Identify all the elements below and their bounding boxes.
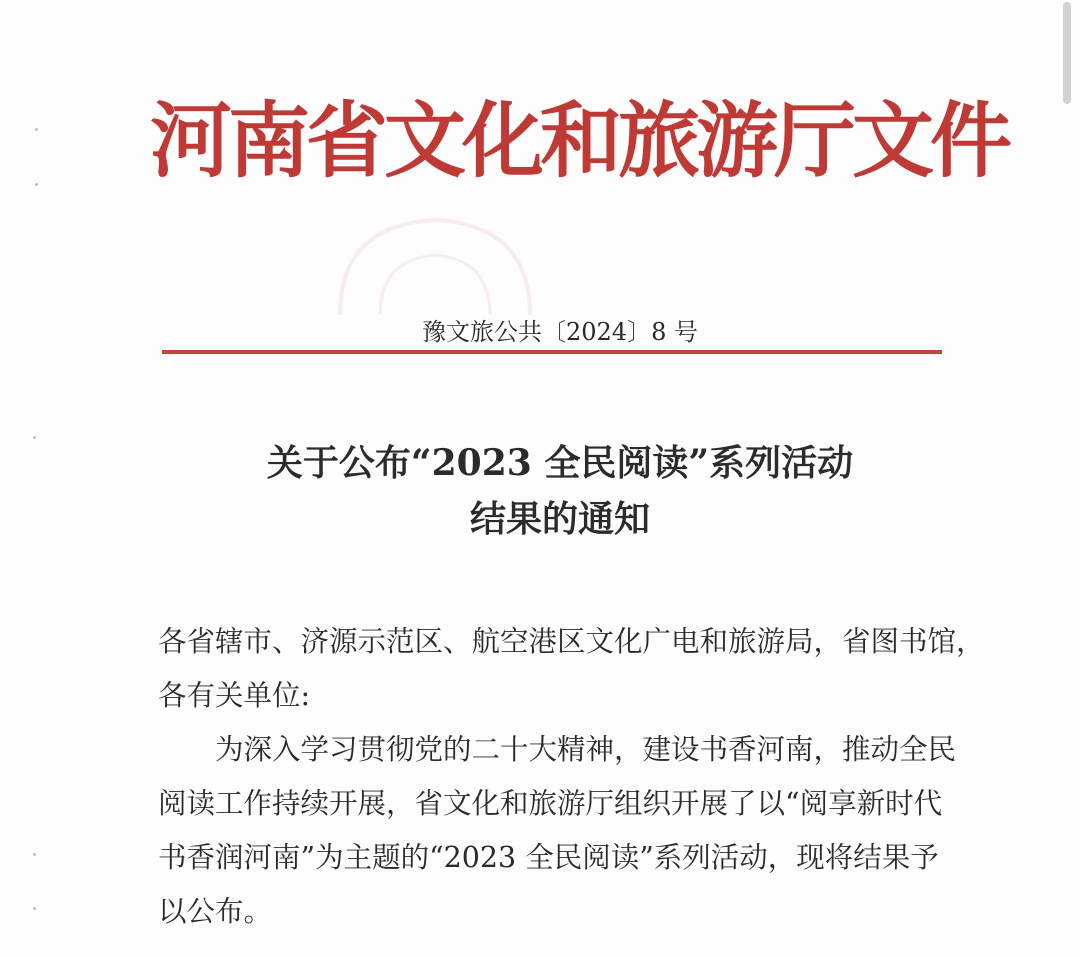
header-divider-line [162, 350, 942, 354]
scan-speck [35, 128, 38, 131]
scan-speck [33, 907, 36, 910]
paragraph-line: 为深入学习贯彻党的二十大精神，建设书香河南，推动全民 [215, 733, 957, 766]
salutation-line: 各省辖市、济源示范区、航空港区文化广电和旅游局，省图书馆， [158, 625, 985, 658]
seal-watermark [320, 205, 550, 325]
paragraph-line: 阅读工作持续开展，省文化和旅游厅组织开展了以“阅享新时代 [158, 787, 943, 820]
scrollbar-thumb[interactable] [1063, 2, 1071, 104]
notice-title-line: 结果的通知 [469, 498, 650, 540]
notice-title [130, 435, 990, 547]
scan-speck [33, 853, 36, 856]
document-number: 豫文旅公共〔2024〕8 号 [422, 318, 698, 346]
notice-title-line: 关于公布“2023 全民阅读”系列活动 [266, 442, 854, 484]
paragraph-line: 书香润河南”为主题的“2023 全民阅读”系列活动，现将结果予 [158, 841, 939, 874]
scan-speck [33, 436, 36, 439]
paragraph-line: 以公布。 [158, 895, 273, 928]
notice-body [158, 615, 985, 939]
scan-speck [35, 183, 38, 186]
salutation-line: 各有关单位: [158, 679, 311, 712]
vertical-scrollbar[interactable] [1060, 0, 1074, 958]
document-header-title: 河南省文化和旅游厅文件 [150, 93, 1009, 189]
